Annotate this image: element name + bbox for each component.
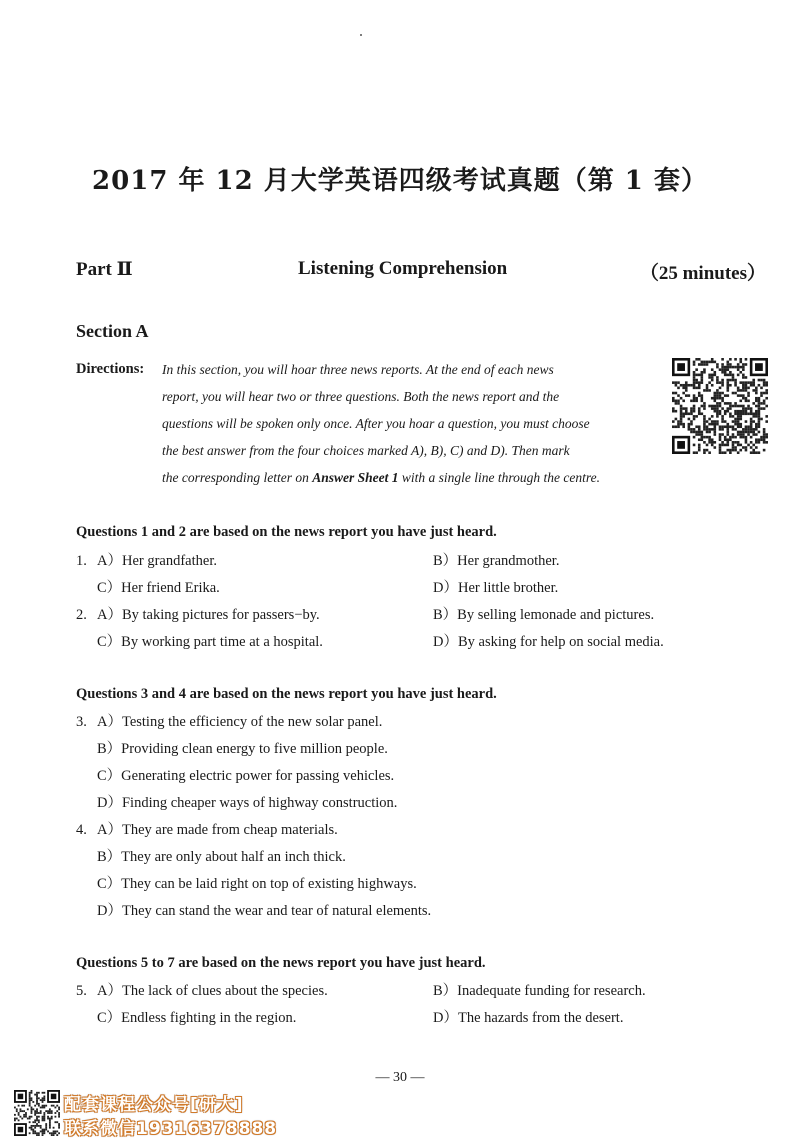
scan-speck <box>360 34 362 36</box>
option-b: B）By selling lemonade and pictures. <box>433 607 655 623</box>
directions-label: Directions: <box>76 361 145 377</box>
option-a: A）They are made from cheap materials. <box>97 822 338 838</box>
question-group-heading: Questions 5 to 7 are based on the news report you have just heard. <box>76 955 486 971</box>
option-c: C）By working part time at a hospital. <box>97 634 323 650</box>
part-header <box>76 258 766 286</box>
watermark-line-1: 配套课程公众号[研大] <box>64 1095 244 1115</box>
part-label: Part Ⅱ <box>76 259 133 280</box>
directions-line <box>162 467 600 494</box>
option-c: C）Endless fighting in the region. <box>97 1010 297 1026</box>
part-time: （25 minutes） <box>639 263 766 284</box>
option-a: A）Her grandfather. <box>97 553 217 569</box>
option-d: D）They can stand the wear and tear of natural elements. <box>97 903 432 919</box>
option-d: D）By asking for help on social media. <box>433 634 664 650</box>
question-number: 1. <box>76 553 87 569</box>
directions-line: In this section, you will hoar three news reports. At the end of each news <box>162 362 554 377</box>
option-c: C）Generating electric power for passing vehicles. <box>97 768 395 784</box>
option-b: B）Providing clean energy to five million people. <box>97 741 388 757</box>
page-number: — 30 — <box>375 1070 425 1085</box>
page-title: 2017 年 12 月大学英语四级考试真题（第 1 套） <box>92 166 708 196</box>
option-b: B）Her grandmother. <box>433 553 560 569</box>
answer-sheet-ref: Answer Sheet 1 <box>312 470 399 485</box>
section-heading: Section A <box>76 321 149 341</box>
directions-line-post: with a single line through the centre. <box>398 470 600 485</box>
question-number: 3. <box>76 714 87 730</box>
question-group-heading: Questions 1 and 2 are based on the news report you have just heard. <box>76 524 497 540</box>
option-a: A）The lack of clues about the species. <box>97 983 328 999</box>
directions-line: report, you will hear two or three questions. Both the news report and the <box>162 389 560 404</box>
watermark-qr-icon <box>14 1090 60 1136</box>
option-b: B）They are only about half an inch thick. <box>97 849 346 865</box>
option-b: B）Inadequate funding for research. <box>433 983 646 999</box>
qr-code-icon <box>672 358 768 454</box>
question-number: 4. <box>76 822 87 838</box>
directions-text <box>162 359 600 494</box>
question-number: 5. <box>76 983 87 999</box>
directions-line: the best answer from the four choices marked A), B), C) and D). Then mark <box>162 443 570 458</box>
option-a: A）Testing the efficiency of the new solar panel. <box>97 714 383 730</box>
part-name: Listening Comprehension <box>298 258 508 279</box>
option-d: D）The hazards from the desert. <box>433 1010 624 1026</box>
option-a: A）By taking pictures for passers−by. <box>97 607 320 623</box>
option-d: D）Her little brother. <box>433 580 559 596</box>
option-d: D）Finding cheaper ways of highway construction. <box>97 795 398 811</box>
option-c: C）Her friend Erika. <box>97 580 220 596</box>
question-number: 2. <box>76 607 87 623</box>
option-c: C）They can be laid right on top of existing highways. <box>97 876 417 892</box>
question-group-heading: Questions 3 and 4 are based on the news report you have just heard. <box>76 686 497 702</box>
directions-line: questions will be spoken only once. After you hoar a question, you must choose <box>162 416 590 431</box>
directions-line-pre: the corresponding letter on <box>162 470 313 485</box>
watermark-line-2: 联系微信19316378888 <box>64 1119 278 1139</box>
